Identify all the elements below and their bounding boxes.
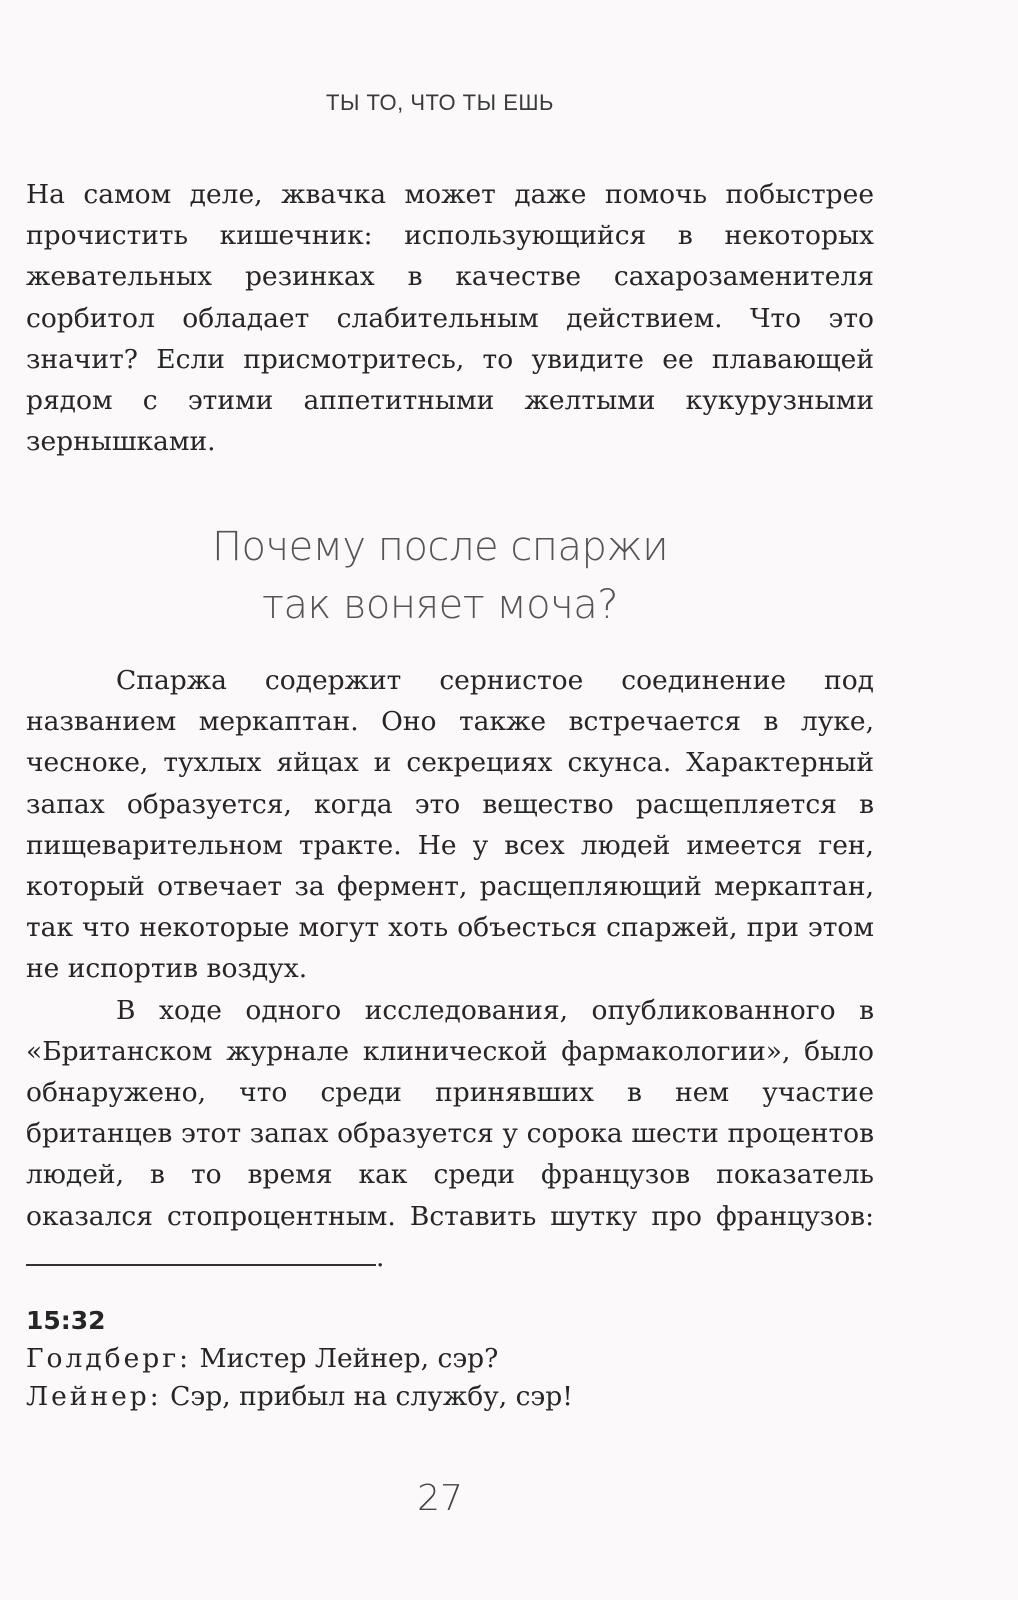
dialog-line [26, 1378, 874, 1416]
fill-in-blank-line [26, 1240, 376, 1266]
section-body [26, 660, 874, 1278]
dialog-timestamp: 15:32 [26, 1306, 106, 1335]
section-paragraph-2-end: . [376, 1241, 385, 1273]
section-heading-line-1: Почему после спаржи [211, 524, 669, 570]
section-heading-line-2: так воняет моча? [262, 582, 618, 628]
section-paragraph-1: Спаржа содержит сернистое соединение под названием меркаптан. Оно также встречается в луке, чесноке, тухлых яйцах и секрециях скунса. Характерный запах образуется, когда это вещество расщепляется в пищеварительном тракте. Не у всех людей имеется ген, который отвечает за фермент, расщепляющий меркаптан, так что некоторые могут хоть объесться спаржей, при этом не испортив воздух. [26, 665, 874, 985]
intro-paragraph-block [26, 174, 874, 462]
dialog-text: Мистер Лейнер, сэр? [199, 1343, 499, 1374]
page-number: 27 [417, 1478, 463, 1519]
dialog-speaker: Голдберг: [26, 1343, 192, 1374]
section-paragraph-2-text: В ходе одного исследования, опубликованного в «Британском журнале клинической фармакологии», было обнаружено, что среди принявших в нем участие британцев этот запах образуется у сорока шести процентов людей, в то время как среди французов показатель оказался стопроцентным. Вставить шутку про французов: [26, 994, 874, 1232]
section-heading [0, 518, 880, 634]
dialog-text: Сэр, прибыл на службу, сэр! [170, 1381, 573, 1412]
running-head: ТЫ ТО, ЧТО ТЫ ЕШЬ [326, 90, 554, 115]
intro-paragraph: На самом деле, жвачка может даже помочь побыстрее прочистить кишечник: использующийся в некоторых жевательных резинках в качестве сахарозаменителя сорбитол обладает слабительным действием. Что это значит? Если присмотритесь, то увидите ее плавающей рядом с этими аппетитными желтыми кукурузными зернышками. [26, 179, 874, 458]
dialog-speaker: Лейнер: [26, 1381, 162, 1412]
dialog-block [26, 1302, 874, 1416]
section-paragraph-2 [26, 990, 874, 1278]
dialog-line [26, 1340, 874, 1378]
